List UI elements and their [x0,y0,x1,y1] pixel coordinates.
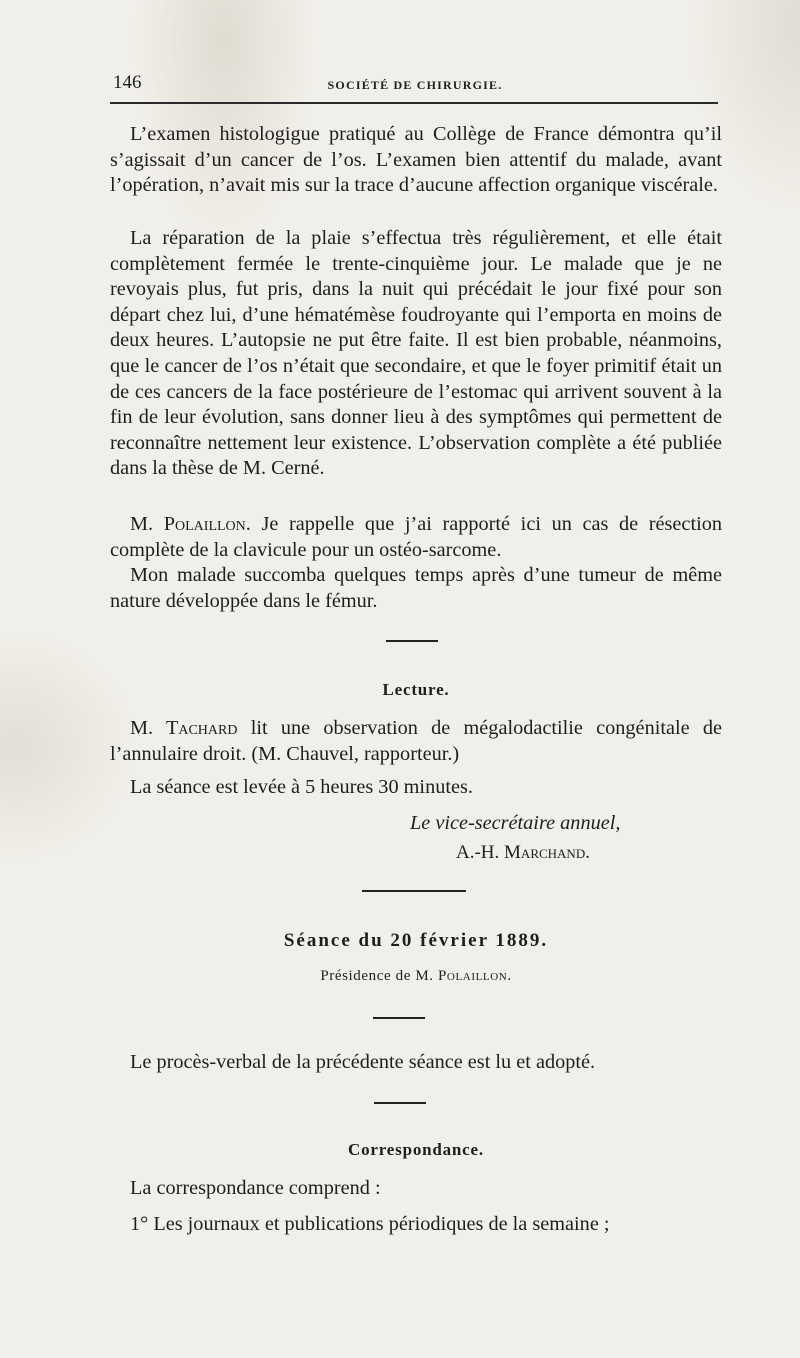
speaker-polaillon: M. Polaillon. [130,513,251,535]
paragraph-histologic-exam: L’examen histologigue pratiqué au Collège de France démontra qu’il s’agissait d’un cancer de l’os. L’examen bien attentif du malade, avant l’opération, n’avait mis sur la trace d’aucune affection organique viscérale. [110,123,722,197]
speaker-tachard: M. Tachard [130,717,238,739]
seance-title: Séance du 20 février 1889. [283,930,549,951]
signature-name [456,842,590,864]
paragraph-seance-closed: La séance est levée à 5 heures 30 minutes. [130,776,473,798]
paragraph-repair-and-outcome: La réparation de la plaie s’effectua très régulièrement, et elle était complètement fermée le trente-cinquième jour. Le malade que je ne revoyais plus, fut pris, dans la nuit qui précédait le jour fixé pour son départ chez lui, d’une hématémèse foudroyante qui l’emporta en moins de deux heures. L’autopsie ne put être faite. Il est bien probable, néanmoins, que le cancer de l’os n’était que secondaire, et que le foyer primitif était un de ces cancers de la face postérieure de l’estomac qui arrivent souvent à la fin de leur évolution, sans donner lieu à des symptômes qui permettent de reconnaître nettement leur existence. L’observation complète a été publiée dans la thèse de M. Cerné. [110,227,722,480]
presidence-name: Polaillon. [437,968,512,984]
page-number: 146 [113,72,142,93]
polaillon-remark-text: Je rappelle que j’ai rapporté ici un cas de résection complète de la clavicule pour un ostéo-sarcome. [110,513,722,561]
section-divider [386,640,438,642]
paragraph-proces-verbal: Le procès-verbal de la précédente séance est lu et adopté. [130,1051,596,1073]
signature-role: Le vice-secrétaire annuel, [410,812,621,834]
paragraph-patient-death: Mon malade succomba quelques temps après d’une tumeur de même nature développée dans le fémur. [110,564,722,612]
presidence-line [110,968,722,985]
paragraph-polaillon-remark [110,512,722,563]
lecture-heading: Lecture. [382,680,450,699]
section-divider [374,1102,426,1104]
running-head: SOCIÉTÉ DE CHIRURGIE. [327,78,503,92]
lecture-text: lit une observation de mégalodactilie congénitale de l’annulaire droit. (M. Chauvel, rapporteur.) [110,717,722,765]
presidence-prefix: Présidence de M. [320,968,438,984]
correspondance-heading: Correspondance. [348,1140,484,1159]
header-rule [110,102,718,104]
paragraph-correspondance-intro: La correspondance comprend : [130,1177,381,1199]
paragraph-correspondance-item: 1° Les journaux et publications périodiques de la semaine ; [130,1213,610,1235]
section-divider [373,1017,425,1019]
paragraph-lecture [110,716,722,767]
signature-initials: A.-H. [456,842,505,863]
section-divider [362,890,466,892]
signature-surname: Marchand. [504,842,590,863]
page-header [110,72,720,102]
